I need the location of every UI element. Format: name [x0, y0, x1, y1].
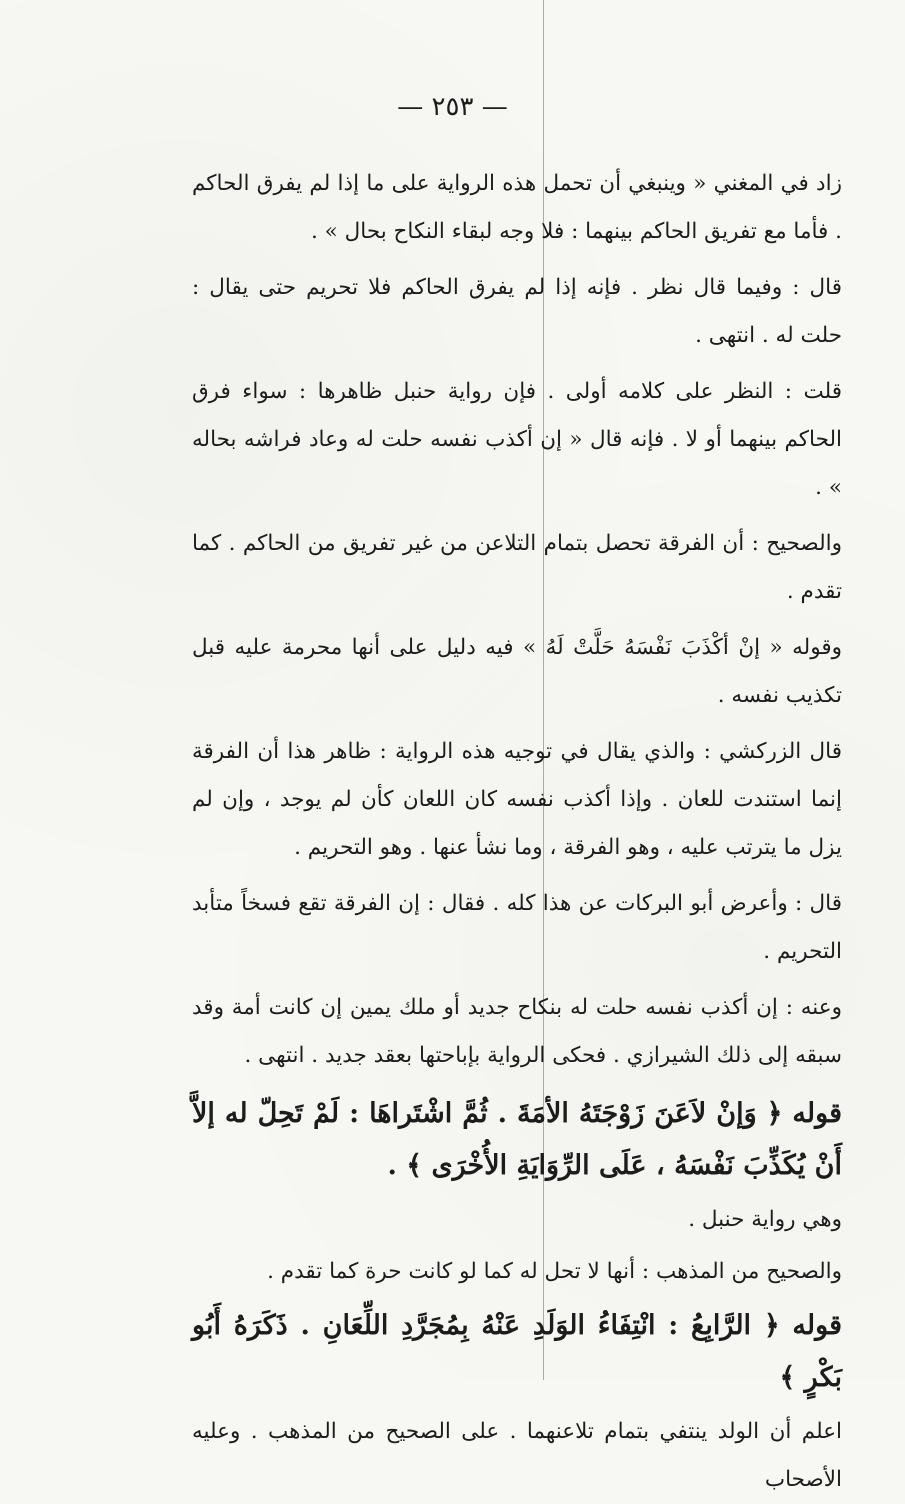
- paragraph-madhhab-correct: والصحيح من المذهب : أنها لا تحل له كما لو كانت حرة كما تقدم .: [267, 1259, 842, 1284]
- page-number: — ٢٥٣ —: [397, 92, 508, 122]
- paragraph-response: قلت : النظر على كلامه أولى . فإن رواية حنبل ظاهرها : سواء فرق الحاكم بينهما أو لا . فإنه قال « إن أكذب نفسه حلت له وعاد فراشه بحاله » .: [192, 379, 842, 500]
- paragraph-child-negation: اعلم أن الولد ينتفي بتمام تلاعنهما . على الصحيح من المذهب . وعليه الأصحاب: [192, 1419, 842, 1492]
- paragraph-mughni-quote: زاد في المغني « وينبغي أن تحمل هذه الرواية على ما إذا لم يفرق الحاكم . فأما مع تفريق الحاكم بينهما : فلا وجه لبقاء النكاح بحال » .: [192, 171, 842, 244]
- matn-quote-slave-wife: قوله ﴿ وَإنْ لاَعَنَ زَوْجَتَهُ الأمَةَ . ثُمَّ اشْتَراهَا : لَمْ تَحِلّ له إلاَّ أَنْ يُكَذِّبَ نَفْسَهُ ، عَلَى الرِّوَايَةِ الأُخْرَى ﴾ .: [192, 1098, 842, 1181]
- paragraph-correct-view: والصحيح : أن الفرقة تحصل بتمام التلاعن من غير تفريق من الحاكم . كما تقدم .: [192, 531, 842, 604]
- paragraph-zarkashi: قال الزركشي : والذي يقال في توجيه هذه الرواية : ظاهر هذا أن الفرقة إنما استندت للعان . وإذا أكذب نفسه كان اللعان كأن لم يوجد ، وإن لم يزل ما يترتب عليه ، وهو الفرقة ، وما نشأ عنها . وهو التحريم .: [192, 739, 842, 860]
- paragraph-hanbal-narration: وهي رواية حنبل .: [688, 1207, 842, 1232]
- paragraph-abu-barakat: قال : وأعرض أبو البركات عن هذا كله . فقال : إن الفرقة تقع فسخاً متأبد التحريم .: [192, 891, 842, 964]
- paragraph-objection: قال : وفيما قال نظر . فإنه إذا لم يفرق الحاكم فلا تحريم حتى يقال : حلت له . انتهى .: [192, 275, 842, 348]
- matn-quote-fourth: قوله ﴿ الرَّابِعُ : انْتِفَاءُ الوَلَدِ عَنْهُ بِمُجَرَّدِ اللِّعَانِ . ذَكَرَهُ أَبُو بَكْرٍ ﴾: [192, 1310, 842, 1393]
- page-body: [192, 160, 842, 1504]
- paragraph-saying-indication: وقوله « إنْ أكْذَبَ نَفْسَهُ حَلَّتْ لَهُ » فيه دليل على أنها محرمة عليه قبل تكذيب نفسه .: [192, 635, 842, 708]
- paragraph-new-contract: وعنه : إن أكذب نفسه حلت له بنكاح جديد أو ملك يمين إن كانت أمة وقد سبقه إلى ذلك الشيرازي . فحكى الرواية بإباحتها بعقد جديد . انتهى .: [192, 995, 842, 1068]
